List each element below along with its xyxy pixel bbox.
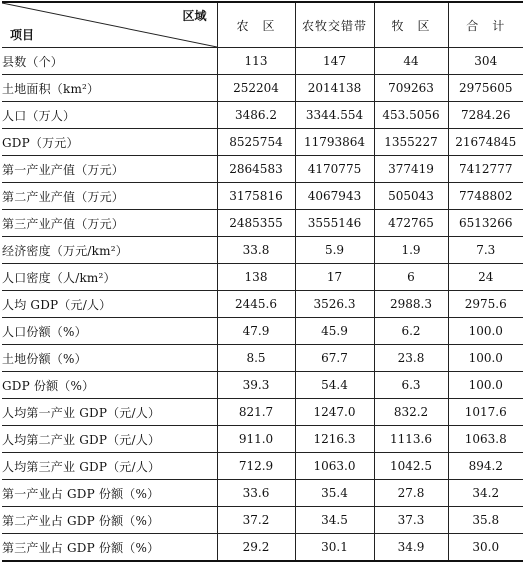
table-row (2, 291, 523, 318)
cell-pastoral: 505043 (374, 183, 448, 210)
cell-pastoral: 2988.3 (374, 291, 448, 318)
cell-total: 30.0 (448, 534, 523, 562)
cell-agricultural: 3486.2 (217, 102, 295, 129)
cell-total: 7748802 (448, 183, 523, 210)
cell-agricultural: 39.3 (217, 372, 295, 399)
cell-total: 7.3 (448, 237, 523, 264)
cell-ecotone: 2014138 (295, 75, 374, 102)
row-label: 第三产业占 GDP 份额（%） (2, 540, 160, 555)
cell-agricultural: 47.9 (217, 318, 295, 345)
cell-agricultural: 33.6 (217, 480, 295, 507)
table-row (2, 75, 523, 102)
cell-agricultural: 2485355 (217, 210, 295, 237)
cell-ecotone: 4170775 (295, 156, 374, 183)
cell-total: 100.0 (448, 345, 523, 372)
cell-pastoral: 453.5056 (374, 102, 448, 129)
row-label: 县数（个） (2, 48, 217, 75)
cell-total: 2975.6 (448, 291, 523, 318)
cell-ecotone: 35.4 (295, 480, 374, 507)
cell-agricultural: 2864583 (217, 156, 295, 183)
cell-total: 6513266 (448, 210, 523, 237)
cell-total: 1017.6 (448, 399, 523, 426)
cell-agricultural: 37.2 (217, 507, 295, 534)
cell-pastoral: 1355227 (374, 129, 448, 156)
cell-agricultural: 8.5 (217, 345, 295, 372)
table-row (2, 156, 523, 183)
cell-total: 21674845 (448, 129, 523, 156)
cell-ecotone: 11793864 (295, 129, 374, 156)
cell-ecotone: 4067943 (295, 183, 374, 210)
cell-agricultural: 252204 (217, 75, 295, 102)
cell-ecotone: 5.9 (295, 237, 374, 264)
table-row (2, 102, 523, 129)
row-label: GDP 份额（%） (2, 372, 217, 399)
cell-pastoral: 37.3 (374, 507, 448, 534)
cell-total: 7284.26 (448, 102, 523, 129)
data-table (2, 1, 523, 562)
cell-pastoral: 6 (374, 264, 448, 291)
cell-total: 7412777 (448, 156, 523, 183)
table-row (2, 426, 523, 453)
cell-agricultural: 113 (217, 48, 295, 75)
row-label: 第一产业占 GDP 份额（%） (2, 480, 217, 507)
cell-ecotone: 30.1 (295, 534, 374, 562)
table-body (2, 48, 523, 562)
cell-pastoral: 832.2 (374, 399, 448, 426)
row-label: 人均第三产业 GDP（元/人） (2, 453, 217, 480)
cell-pastoral: 472765 (374, 210, 448, 237)
diagonal-header-cell (2, 2, 217, 48)
table-row (2, 264, 523, 291)
row-label: 人均 GDP（元/人） (2, 291, 217, 318)
cell-pastoral: 27.8 (374, 480, 448, 507)
row-label: 人口份额（%） (2, 318, 217, 345)
row-label: 第一产业产值（万元） (2, 156, 217, 183)
table-container (2, 1, 523, 562)
cell-ecotone: 45.9 (295, 318, 374, 345)
row-label: 人口（万人） (2, 102, 217, 129)
row-label: 第三产业产值（万元） (2, 210, 217, 237)
row-label: 土地份额（%） (2, 345, 217, 372)
cell-ecotone: 3555146 (295, 210, 374, 237)
cell-agricultural: 33.8 (217, 237, 295, 264)
cell-ecotone: 54.4 (295, 372, 374, 399)
cell-ecotone: 3526.3 (295, 291, 374, 318)
cell-agricultural: 911.0 (217, 426, 295, 453)
cell-total: 2975605 (448, 75, 523, 102)
row-label: 人均第一产业 GDP（元/人） (2, 399, 217, 426)
table-row (2, 453, 523, 480)
table-row (2, 534, 523, 562)
cell-pastoral: 709263 (374, 75, 448, 102)
row-label: 第二产业产值（万元） (2, 183, 217, 210)
table-row (2, 318, 523, 345)
cell-agricultural: 29.2 (217, 534, 295, 562)
cell-ecotone: 17 (295, 264, 374, 291)
cell-pastoral: 6.3 (374, 372, 448, 399)
cell-total: 894.2 (448, 453, 523, 480)
cell-total: 1063.8 (448, 426, 523, 453)
cell-pastoral: 1.9 (374, 237, 448, 264)
row-label: 经济密度（万元/km²） (2, 237, 217, 264)
cell-pastoral: 1042.5 (374, 453, 448, 480)
cell-pastoral: 377419 (374, 156, 448, 183)
table-row (2, 183, 523, 210)
table-row (2, 129, 523, 156)
cell-pastoral: 1113.6 (374, 426, 448, 453)
region-header-label: 区域 (182, 9, 207, 23)
row-label: 人均第二产业 GDP（元/人） (2, 426, 217, 453)
cell-agricultural: 8525754 (217, 129, 295, 156)
cell-pastoral: 23.8 (374, 345, 448, 372)
cell-ecotone: 1063.0 (295, 453, 374, 480)
row-label: 第二产业占 GDP 份额（%） (2, 507, 217, 534)
cell-agricultural: 138 (217, 264, 295, 291)
table-row (2, 48, 523, 75)
cell-pastoral: 6.2 (374, 318, 448, 345)
cell-agricultural: 821.7 (217, 399, 295, 426)
cell-total: 100.0 (448, 372, 523, 399)
column-header-pastoral: 牧 区 (374, 2, 448, 48)
cell-ecotone: 1247.0 (295, 399, 374, 426)
cell-total: 24 (448, 264, 523, 291)
table-row (2, 507, 523, 534)
cell-total: 100.0 (448, 318, 523, 345)
cell-ecotone: 67.7 (295, 345, 374, 372)
table-row (2, 237, 523, 264)
cell-total: 304 (448, 48, 523, 75)
cell-pastoral: 44 (374, 48, 448, 75)
cell-ecotone: 147 (295, 48, 374, 75)
cell-ecotone: 34.5 (295, 507, 374, 534)
row-label: 土地面积（km²） (2, 75, 217, 102)
column-header-agricultural: 农 区 (217, 2, 295, 48)
table-row (2, 480, 523, 507)
table-row (2, 372, 523, 399)
column-header-ecotone: 农牧交错带 (295, 2, 374, 48)
cell-pastoral: 34.9 (374, 534, 448, 562)
cell-ecotone: 1216.3 (295, 426, 374, 453)
row-label: 人口密度（人/km²） (2, 264, 217, 291)
table-row (2, 210, 523, 237)
cell-total: 34.2 (448, 480, 523, 507)
row-label: GDP（万元） (2, 129, 217, 156)
item-header-label: 项目 (10, 28, 35, 42)
table-row (2, 345, 523, 372)
header-row (2, 2, 523, 48)
cell-total: 35.8 (448, 507, 523, 534)
cell-ecotone: 3344.554 (295, 102, 374, 129)
cell-agricultural: 712.9 (217, 453, 295, 480)
cell-agricultural: 2445.6 (217, 291, 295, 318)
table-row (2, 399, 523, 426)
cell-agricultural: 3175816 (217, 183, 295, 210)
column-header-total: 合 计 (448, 2, 523, 48)
